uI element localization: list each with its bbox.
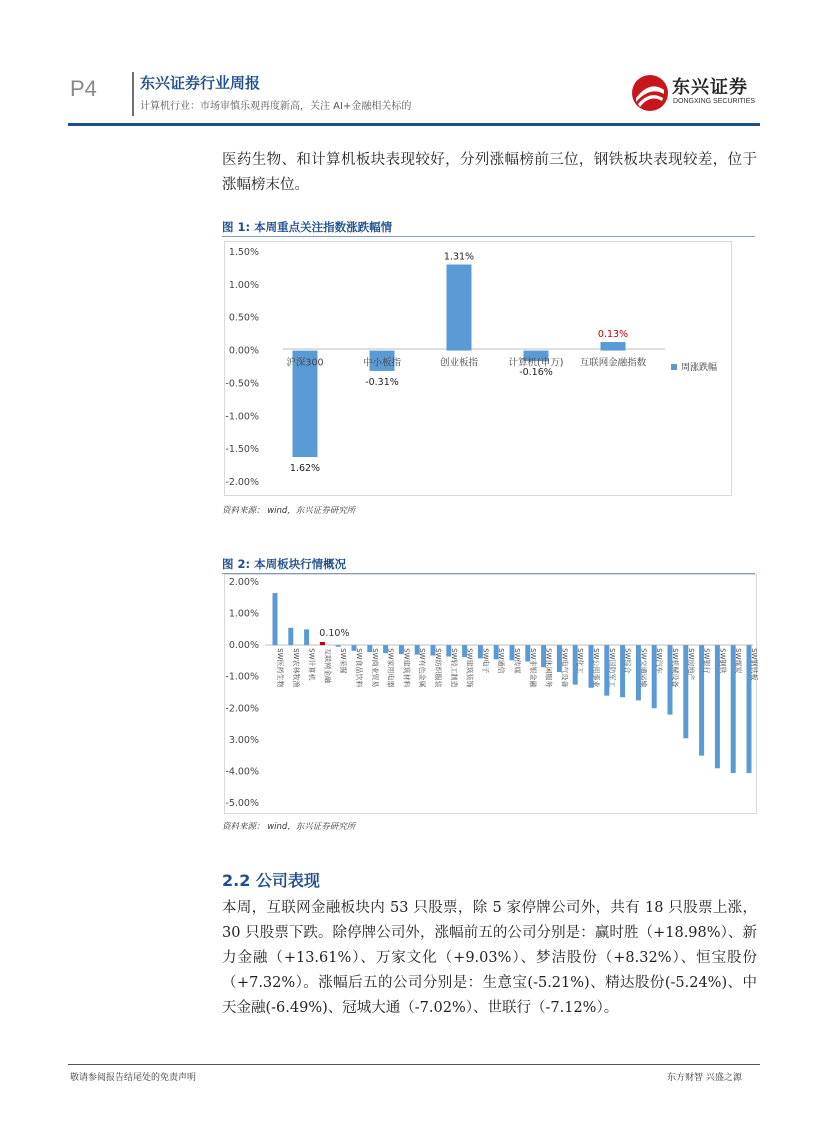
- report-subtitle: 计算机行业：市场审慎乐观再度新高，关注 AI+金融相关标的: [140, 101, 412, 112]
- chart2-category-label: SW传媒: [513, 648, 521, 674]
- chart2-category-label: SW建筑材料: [402, 648, 411, 688]
- chart2-category-label: SW银行: [702, 648, 711, 674]
- chart1-data-label: 1.31%: [443, 251, 475, 263]
- chart2-category-label: SW农林牧渔: [291, 648, 300, 688]
- section-title: 2.2 公司表现: [222, 871, 320, 890]
- chart2-category-label: SW综合: [623, 648, 632, 674]
- chart1-y-axis: [225, 247, 259, 488]
- chart2-category-label: SW电子: [481, 648, 490, 674]
- chart2-data-label: 0.10%: [319, 627, 350, 639]
- chart2-bar: [320, 642, 325, 645]
- chart2-category-label: SW建筑装饰: [465, 648, 474, 688]
- chart2-category-label: SW食品饮料: [355, 648, 363, 688]
- chart2-category-label: SW纺织服装: [434, 648, 442, 688]
- chart2-category-label: SW休闲服务: [544, 648, 553, 688]
- header-rule: [68, 123, 760, 126]
- chart2-category-label: SW商业贸易: [370, 648, 379, 688]
- figure1-title-rule: [222, 236, 755, 237]
- chart2-category-label: SW有色金属: [418, 648, 427, 688]
- chart1-y-tick: -0.50%: [225, 378, 259, 390]
- chart2: [224, 574, 757, 814]
- chart2-category-label: SW电气设备: [560, 648, 569, 688]
- chart2-category-label: SW计算机: [307, 648, 316, 681]
- chart1-category-label: 中小板指: [362, 357, 402, 369]
- chart2-y-tick: 0.00%: [228, 640, 259, 652]
- page-number: P4: [70, 76, 97, 101]
- section-paragraph: 本周，互联网金融板块内 53 只股票，除 5 家停牌公司外，共有 18 只股票上涨，30 只股票下跌。除停牌公司外，涨幅前五的公司分别是：赢时胜（+18.98%）、新力金融（+13.61%）、万家文化（+9.03%）、梦洁股份（+8.32%）、恒宝股份（+7.32%）。涨幅后五的公司分别是：生意宝(-5.21%)、精达股份(-5.24%)、中天金融(-6.49%)、冠城大通（-7.02%）、世联行（-7.12%）。: [222, 900, 757, 1016]
- footer-slogan: 东方财智 兴盛之源: [667, 1073, 742, 1083]
- chart2-y-tick: -5.00%: [225, 798, 259, 809]
- chart2-category-label: SW轻工制造: [449, 648, 458, 688]
- chart2-category-label: 互联网金融: [323, 648, 332, 684]
- logo-text-cn: 东兴证券: [672, 77, 748, 98]
- chart2-y-axis: [225, 577, 259, 809]
- chart1-data-label: 0.13%: [597, 329, 629, 341]
- figure2-title: 图 2: 本周板块行情概况: [222, 557, 347, 571]
- chart2-bar: [273, 593, 278, 645]
- chart1-category-labels: [286, 357, 646, 369]
- chart1-category-label: 互联网金融指数: [579, 357, 647, 369]
- chart2-category-label: SW机械设备: [671, 648, 679, 688]
- chart2-category-label: SW家用电器: [386, 648, 395, 688]
- chart2-y-tick: -1.00%: [225, 671, 259, 683]
- logo-text-en: DONGXING SECURITIES: [673, 98, 756, 105]
- chart2-category-label: SW煤炭: [734, 648, 743, 674]
- chart1-y-tick: -1.50%: [225, 444, 259, 456]
- figure1-title: 图 1: 本周重点关注指数涨跌幅情: [222, 220, 393, 234]
- chart2-category-label: SW房地产: [686, 648, 695, 681]
- chart2-category-label: SW通信: [497, 648, 506, 674]
- chart2-data-labels: [319, 628, 349, 639]
- chart2-y-tick: 3.00%: [228, 734, 259, 746]
- chart1-legend-swatch: [671, 364, 677, 370]
- chart2-category-label: SW非银金融: [528, 648, 537, 688]
- footer-disclaimer: 敬请参阅报告结尾处的免责声明: [70, 1073, 197, 1083]
- chart1-y-tick: 1.00%: [228, 279, 259, 291]
- chart2-category-label: SW国防军工: [607, 648, 616, 688]
- chart1-bar: [601, 342, 626, 351]
- figure2-source: 资料来源： wind，东兴证券研究所: [222, 822, 356, 832]
- figure1-source: 资料来源： wind，东兴证券研究所: [222, 506, 356, 516]
- chart2-category-label: SW采掘: [339, 648, 348, 674]
- chart2-bar: [336, 645, 341, 647]
- chart2-y-tick: -4.00%: [225, 766, 259, 778]
- header-divider: [132, 72, 134, 116]
- chart1-y-tick: 0.00%: [228, 345, 259, 357]
- chart1-data-label: -0.31%: [365, 376, 399, 388]
- chart2-category-label: SW医药生物: [276, 648, 284, 688]
- footer-rule: [68, 1064, 760, 1065]
- intro-paragraph: 医药生物、和计算机板块表现较好，分列涨幅榜前三位，钢铁板块表现较差，位于涨幅榜末位。: [222, 152, 757, 193]
- chart2-bar: [304, 629, 309, 645]
- chart2-category-label: SW汽车: [655, 648, 664, 674]
- chart1-data-label: 1.62%: [289, 463, 321, 475]
- chart1-bar: [447, 264, 472, 350]
- chart2-category-label: SW钢铁板: [750, 648, 758, 681]
- chart1-category-label: 沪深300: [286, 357, 324, 369]
- chart1: [224, 241, 732, 496]
- chart2-bar: [288, 628, 293, 645]
- chart2-category-label: SW公用事业: [592, 648, 600, 688]
- chart1-y-tick: -1.00%: [225, 411, 259, 423]
- chart1-y-tick: 1.50%: [228, 247, 259, 258]
- chart1-y-tick: -2.00%: [225, 477, 259, 488]
- chart1-category-label: 创业板指: [439, 357, 479, 369]
- chart2-category-label: SW化工: [576, 648, 585, 674]
- chart1-legend-label: 周涨跌幅: [681, 363, 718, 373]
- chart1-category-label: 计算机(申万): [508, 357, 564, 369]
- report-title: 东兴证券行业周报: [140, 74, 261, 92]
- chart2-y-tick: 1.00%: [228, 608, 259, 620]
- chart1-data-label: -0.16%: [519, 367, 553, 379]
- chart1-y-tick: 0.50%: [228, 312, 259, 324]
- chart2-y-tick: -2.00%: [225, 703, 259, 715]
- chart2-y-tick: 2.00%: [228, 577, 259, 588]
- chart2-category-label: SW交通运输: [639, 648, 648, 688]
- chart2-category-label: SW钢铁: [718, 648, 727, 674]
